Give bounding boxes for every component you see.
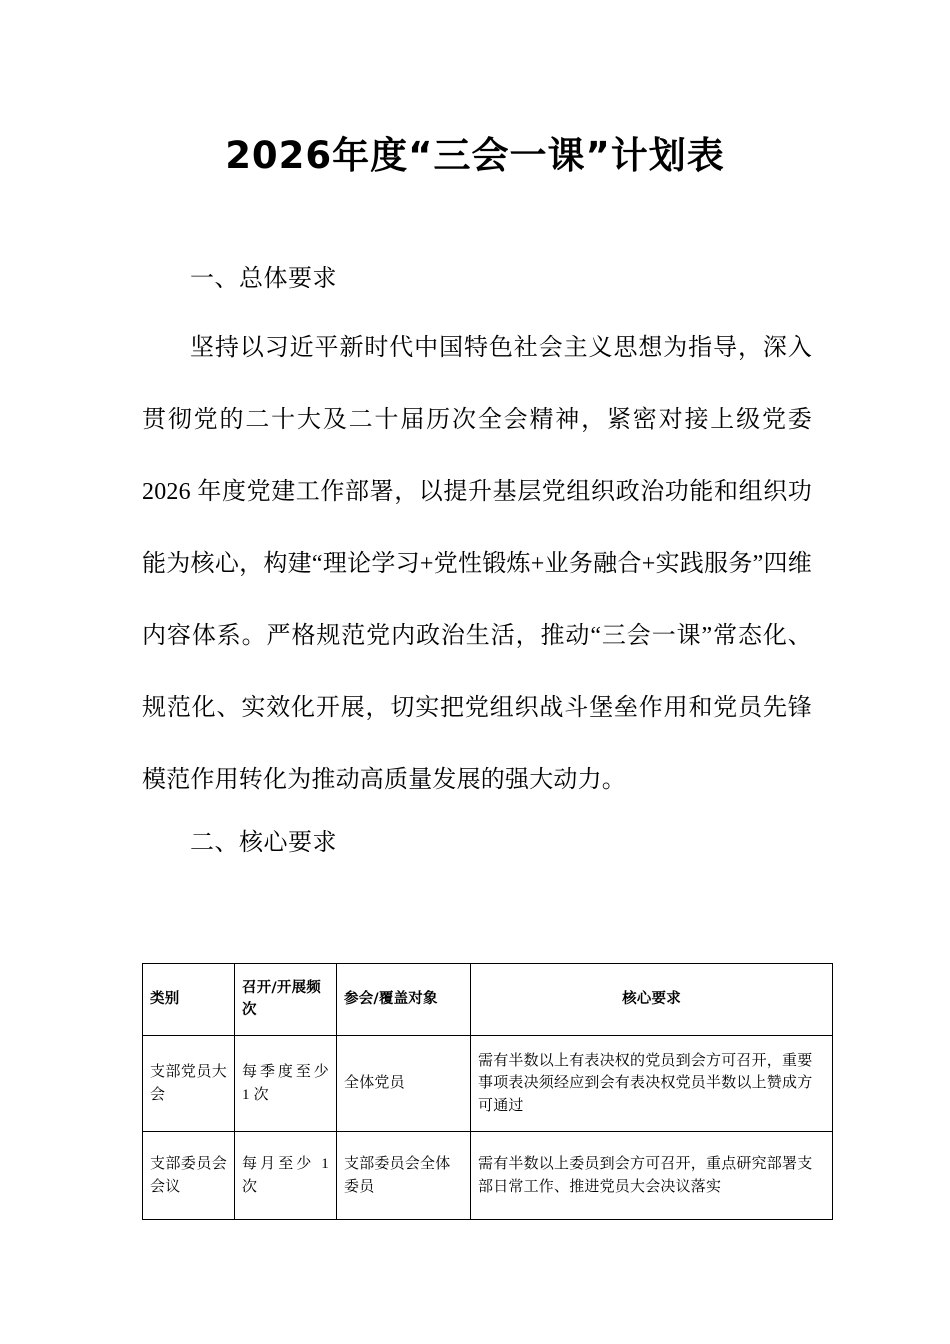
cell-frequency: 每季度至少 1 次 — [235, 1036, 337, 1132]
document-body — [142, 252, 812, 870]
cell-participants: 全体党员 — [337, 1036, 471, 1132]
core-requirements-table — [142, 963, 833, 1220]
column-header-category: 类别 — [143, 964, 235, 1036]
section-heading-overall-requirements: 一、总体要求 — [190, 266, 337, 292]
section-paragraph-overall-requirements: 坚持以习近平新时代中国特色社会主义思想为指导，深入贯彻党的二十大及二十届历次全会精神，紧密对接上级党委 2026 年度党建工作部署，以提升基层党组织政治功能和组织功能为核心，构建“理论学习+党性锻炼+业务融合+实践服务”四维内容体系。严格规范党内政治生活，推动“三会一课”常态化、规范化、实效化开展，切实把党组织战斗堡垒作用和党员先锋模范作用转化为推动高质量发展的强大动力。 — [142, 335, 812, 793]
column-header-frequency: 召开/开展频次 — [235, 964, 337, 1036]
cell-participants: 支部委员会全体委员 — [337, 1132, 471, 1220]
cell-category: 支部党员大会 — [143, 1036, 235, 1132]
column-header-participants: 参会/覆盖对象 — [337, 964, 471, 1036]
table-row — [143, 1132, 833, 1220]
cell-requirement: 需有半数以上委员到会方可召开，重点研究部署支部日常工作、推进党员大会决议落实 — [471, 1132, 833, 1220]
cell-category: 支部委员会会议 — [143, 1132, 235, 1220]
page-title: 2026年度“三会一课”计划表 — [225, 133, 725, 177]
cell-requirement: 需有半数以上有表决权的党员到会方可召开，重要事项表决须经应到会有表决权党员半数以上赞成方可通过 — [471, 1036, 833, 1132]
section-heading-core-requirements: 二、核心要求 — [190, 830, 337, 856]
cell-frequency: 每月至少 1 次 — [235, 1132, 337, 1220]
table-row — [143, 1036, 833, 1132]
table-header — [143, 964, 833, 1036]
table-body — [143, 1036, 833, 1220]
table-header-row — [143, 964, 833, 1036]
column-header-requirement: 核心要求 — [471, 964, 833, 1036]
plan-table-container — [142, 963, 832, 1220]
